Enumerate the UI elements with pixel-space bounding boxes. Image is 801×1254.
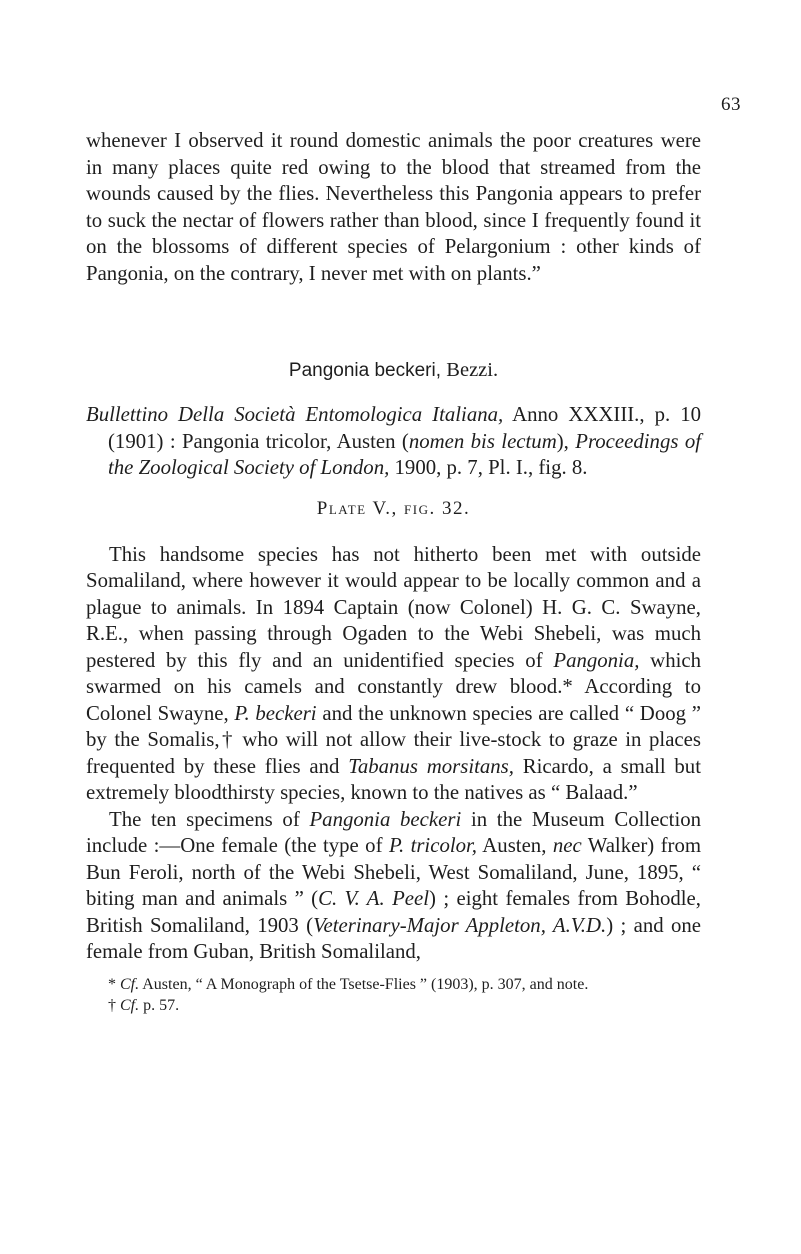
p3-species: Pangonia beckeri bbox=[309, 807, 462, 831]
p3-collector-1: C. V. A. Peel bbox=[318, 887, 430, 910]
reference-block bbox=[86, 402, 701, 482]
footnote-1-marker: * bbox=[108, 975, 116, 993]
paragraph-3 bbox=[86, 807, 701, 966]
journal-title-2: Proceedings of the Zoological Society of London, bbox=[108, 429, 701, 479]
p2-tabanus: Tabanus morsitans, bbox=[348, 754, 514, 778]
reference-entry bbox=[86, 402, 701, 482]
p2-species: P. beckeri bbox=[234, 701, 317, 725]
p2-text-2: which swarmed on his camels and constantly drew blood.* According to Colonel Swayne, bbox=[86, 648, 701, 725]
footnotes bbox=[86, 974, 701, 1016]
journal-title-1: Bullettino Della Società Entomologica Italiana, bbox=[86, 403, 504, 426]
p3-text-4: Walker) from Bun Feroli, north of the Webi Shebeli, West Somaliland, June, 1895, “ biting man and animals ” ( bbox=[86, 834, 702, 910]
citation-1: Anno XXXIII., p. 10 (1901) : Pangonia tricolor, Austen ( bbox=[108, 403, 701, 453]
p3-text-2: in the Museum Collection include :—One female (the type of bbox=[86, 807, 702, 857]
p3-tricolor: P. tricolor, bbox=[388, 834, 478, 857]
footnote-1-cf: Cf. bbox=[120, 975, 140, 993]
paragraph-1: whenever I observed it round domestic animals the poor creatures were in many places quite red owing to the blood that streamed from the wounds caused by the flies. Nevertheless this Pangonia appears to prefer to suck the nectar of flowers rather than blood, since I frequently found it on the blossoms of different species of Pelargonium : other kinds of Pangonia, on the contrary, I never met with on plants.” bbox=[86, 129, 701, 285]
p3-text-3: Austen, bbox=[482, 834, 547, 857]
p2-text-1: This handsome species has not hitherto been met with outside Somaliland, where however it would appear to be locally common and a plague to animals. In 1894 Captain (now Colonel) H. G. C. Swayne, R.E., when passing through Ogaden to the Webi Shebeli, was much pestered by this fly and an unidentified species of bbox=[86, 542, 701, 672]
page-content bbox=[86, 128, 701, 1016]
footnote-1-text: Austen, “ A Monograph of the Tsetse-Flies ” (1903), p. 307, and note. bbox=[142, 975, 589, 993]
p3-text-1: The ten specimens of bbox=[109, 807, 300, 831]
p2-text-4: Ricardo, a small but extremely bloodthirsty species, known to the natives as “ Balaad.” bbox=[86, 754, 701, 804]
footnote-2 bbox=[86, 995, 701, 1016]
citation-2: 1900, p. 7, Pl. I., fig. 8. bbox=[394, 456, 588, 479]
p2-genus: Pangonia, bbox=[553, 648, 640, 672]
p3-nec: nec bbox=[552, 834, 582, 857]
page-number: 63 bbox=[721, 94, 741, 115]
plate-caption: Plate V., fig. 32. bbox=[316, 497, 471, 519]
p3-collector-2: Veterinary-Major Appleton, A.V.D. bbox=[313, 913, 607, 937]
p3-text-6: ) ; and one female from Guban, British Somaliland, bbox=[86, 913, 701, 963]
species-heading bbox=[86, 359, 701, 382]
footnote-2-marker: † bbox=[108, 996, 116, 1014]
p3-text-5: ) ; eight females from Bohodle, British Somaliland, 1903 ( bbox=[86, 887, 701, 937]
footnote-2-cf: Cf. bbox=[120, 996, 140, 1014]
footnote-1 bbox=[86, 974, 701, 995]
paragraph-2 bbox=[86, 542, 701, 807]
citation-1-end: ), bbox=[556, 429, 569, 453]
species-author: Bezzi. bbox=[446, 359, 499, 381]
p2-text-3: and the unknown species are called “ Doog ” by the Somalis,† who will not allow their live-stock to graze in places frequented by these flies and bbox=[86, 701, 701, 778]
footnote-2-text: p. 57. bbox=[143, 996, 180, 1014]
species-name: Pangonia beckeri, bbox=[288, 360, 442, 381]
nomen-note: nomen bis lectum bbox=[408, 429, 557, 453]
